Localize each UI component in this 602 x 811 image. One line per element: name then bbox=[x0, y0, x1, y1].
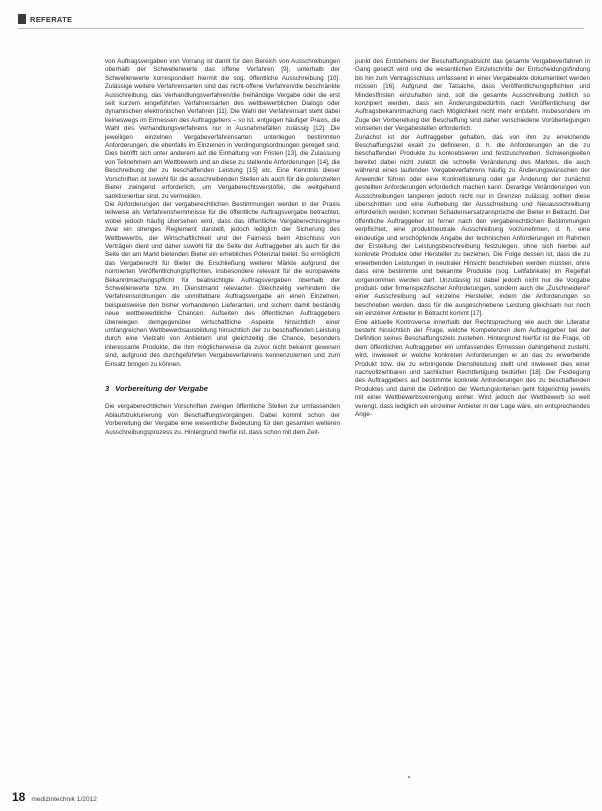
body-paragraph: Eine aktuelle Kontroverse innerhalb der Rechtsprechung wie auch der Literatur besteht hinsichtlich der Frage, welche Kompetenzen dem Auftraggeber bei der Definition seines Beschaffungsziels zustehen. Hintergrund hierfür ist die Frage, ob dem öffentlichen Auftraggeber ein umfassendes Ermessen dahingehend zusteht, wird, inwieweit er welche konkreten Anforderungen er an das zu erwerbende Produkt bzw. die zu erbringende Dienstleistung stellt und inwieweit dies einer nachvollziehbaren und sachlichen Rechtfertigung bedürfen [18]. Die Festlegung des Auftraggebers auf bestimmte konkrete Anforderungen des zu beschaffenden Produktes und damit die Definition der Wertungskriterien geht folgerichtig jeweils mit einer Wettbewerbsverengung einher. Wird jedoch der Wettbewerb so weit verengt, dass lediglich ein einzelner Anbieter in der Lage wäre, ein entsprechendes Ange- bbox=[355, 318, 590, 419]
section-title: Vorbereitung der Vergabe bbox=[115, 384, 208, 394]
journal-name: medizintechnik 1/2012 bbox=[31, 796, 97, 803]
page-number: 18 bbox=[12, 790, 26, 804]
page-footer bbox=[12, 790, 97, 804]
footer-mark bbox=[408, 776, 410, 778]
body-paragraph: Die vergaberechtlichen Vorschriften zwingen öffentliche Stellen zur umfassenden Ablaufstrukturierung von Beschaffungsvorgängen. Dabei kommt schon der Vorbereitung der Vergabe eine wesentliche Bedeutung für den gesamten weiteren Ausschreibungsprozess zu. Hintergrund hierfür ist, dass schon mit dem Zeit- bbox=[105, 403, 340, 436]
body-paragraph: Die Anforderungen der vergaberechtlichen Bestimmungen werden in der Praxis teilweise als Verfahrenshemmnisse für die öffentliche Auftragsvergabe betrachtet, wobei jedoch häufig übersehen wird, dass das öffentliche Vergaberechtsregime zwar ein strenges Reglement darstellt, jedoch lediglich der Sicherung des Wettbewerbs, der Wirtschaftlichkeit und der Fairness beim Abschluss von Verträgen dient und daher sowohl für die Seite der Auftraggeber als auch für die Seite der am Markt bietenden Bieter ein erhebliches Potenzial bietet. So ermöglicht das Vergaberecht für Bieter die Erschließung weiterer Märkte aufgrund der normierten Veröffentlichungspflichten, insbesondere relevant für die europaweite Bekanntmachungspflicht für beabsichtigte Auftragsvergaben oberhalb der Schwellenwerte bzw. im Dienstmarkt relevanter. Gleichzeitig verhindern die Verfahrensordnungen die unmittelbare Auftragsvergabe an einen Einzelnen, beispielsweise den bisher vorhandenen Lieferanten, und sichern damit beständig neue wettbewerbliche Chancen. Aufseiten des öffentlichen Auftraggebers überwiegen demgegenüber wirtschaftliche Aspekte hinsichtlich einer umfangreichen Wettbewerbsausbildung hinsichtlich der zu beschaffenden Leistung durch eine Vielzahl von Anbietern und gleichzeitig die Chance, besonders interessante Produkte, die ihm möglicherweise da zuvor nicht bekannt gewesen sind, aufgrund des durchgeführten Vergabeverfahrens kennenzulernen und zum Einsatz bringen zu können. bbox=[105, 200, 340, 368]
section-marker bbox=[18, 14, 26, 24]
right-column bbox=[355, 58, 590, 419]
section-heading bbox=[105, 385, 340, 393]
body-paragraph: von Auftragsvergaben von Vorrang ist damit für den Bereich von Ausschreibungen oberhalb der Schwellenwerte das offene Verfahren [9], unterhalb der Schwellenwerte korrespondiert hiermit die sog. öffentliche Ausschreibung [10]. Zulässige weitere Verfahrensarten sind das nicht-offene Verfahren/die beschränkte Ausschreibung, das Verhandlungsverfahren/die freihändige Vergabe oder die erst seit kurzem eingeführten Verfahrensarten des wettbewerblichen Dialogs oder dynamischen elektronischen Verfahren [11]. Die Wahl der Verfahrensart steht dabei keineswegs im Ermessen des Auftraggebers – so ist, entgegen häufiger Praxis, die Wahl des Verhandlungsverfahrens nur in Ausnahmefällen zulässig [12]. Die jeweiligen einzelnen Vergabeverfahrensarten unterliegen bestimmten Anforderungen, die ebenfalls im Einzelnen in Verdingungsordnungen geregelt sind. Dies betrifft sich unter anderem auf die Einhaltung von Fristen [13], die Zulassung von Teilnehmern am Wettbewerb und an diese zu stellende Anforderungen [14], die Beschreibung der zu beschaffenden Leistung [15] etc. Eine Kenntnis dieser Vorschriften ist sowohl für die ausschreibenden Stellen als auch für die potenziellen Bieter zwingend erforderlich, um Vergaberechtsverstöße, die weitgehend sanktionierbar sind, zu vermeiden. bbox=[105, 58, 340, 200]
header-divider bbox=[18, 28, 584, 29]
section-number: 3 bbox=[105, 384, 110, 394]
section-label: REFERATE bbox=[30, 14, 73, 24]
left-column bbox=[105, 58, 340, 437]
section-header bbox=[18, 14, 72, 24]
body-paragraph: punkt des Entstehens der Beschaffungsabsicht das gesamte Vergabeverfahren in Gang gesetzt wird und die wesentlichen Einzelschritte der Entscheidungsfindung bis hin zum Vertragsschluss umfassend in einer Vergabeakte dokumentiert werden müssen [16]. Aufgrund der Tatsache, dass Veröffentlichungspflichten und Mindestfristen einzuhalten sind, soll die gesamte Ausschreibung zeitlich so konzipiert werden, dass ein Änderungsbedürfnis nach Veröffentlichung der Auftragsbekanntmachung nach Möglichkeit nicht mehr entsteht. Insbesondere im Zuge der Vorbereitung der Beschaffung sind daher verschiedene Vorüberlegungen vonseiten der Vergabestellen erforderlich. bbox=[355, 58, 590, 133]
body-paragraph: Zunächst ist der Auftraggeber gehalten, das von ihm zu erreichende Beschaffungsziel exakt zu definieren, d. h. die Anforderungen an die zu beschaffenden Produkte zu konkretisieren und festzuschreiben. Schwierigkeiten bereitet dabei nicht zuletzt die schnelle Veränderung des Marktes, die auch während eines laufenden Vergabeverfahrens häufig zu Änderungswünschen der Anwender führen oder eine Konkretisierung oder gar Änderung der zunächst gestellten Anforderungen erforderlich machen kann. Derartige Veränderungen von Ausschreibungen tangieren jedoch nicht nur in Grenzen zulässig; sollten diese überschritten und eine Aufhebung der Ausschreibung und Neuausschreibung erforderlich werden, kommen Schadensersatzansprüche der Bieter in Betracht. Der öffentliche Auftraggeber ist ferner nach den vergaberechtlichen Bestimmungen verpflichtet, eine produktneutrale Ausschreibung vorzunehmen, d. h. eine eindeutige und erschöpfende Angabe der technischen Anforderungen im Rahmen der Erstellung der Leistungsbeschreibung festzulegen, ohne sich hierbei auf konkrete Produkte oder Hersteller zu beziehen. Die Folge dessen ist, dass die zu erwerbenden Leistungen in neutraler Hinsicht beschrieben werden müssen, ohne dass eine bestimmte und bekannte Produkte (sog. Leitfabrikate) im Regelfall vorgenommen werden darf. Unzulässig ist dabei jedoch nicht nur die Vorgabe produkt- oder firmenspezifischer Anforderungen, sondern auch die „Zuschneiderei“ einer Ausschreibung auf einzelne Hersteller, indem die Anforderungen so beschrieben werden, dass für die ausgeschriebene Leistung gleichsam nur noch ein einzelner Anbieter in Betracht kommt [17]. bbox=[355, 133, 590, 318]
